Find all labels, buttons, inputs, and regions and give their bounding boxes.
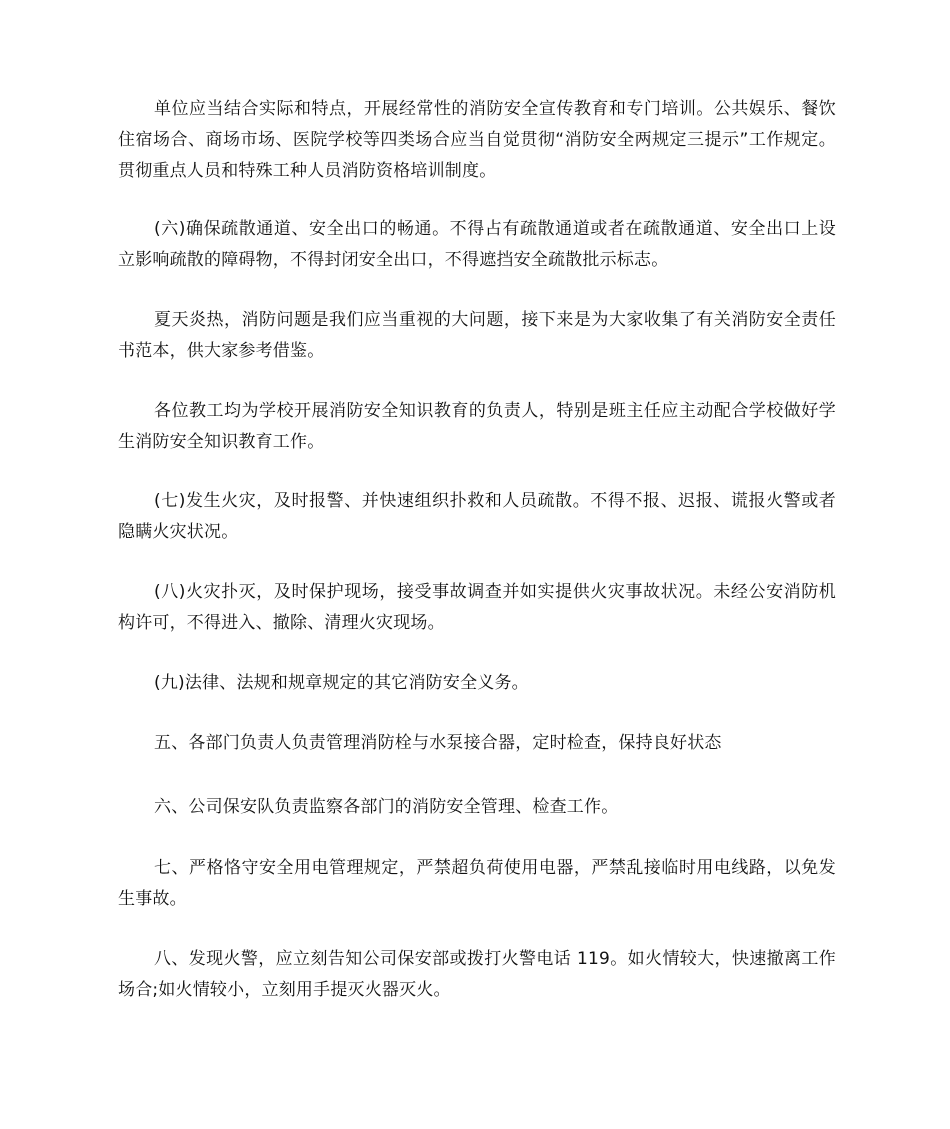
paragraph-teachers: 各位教工均为学校开展消防安全知识教育的负责人，特别是班主任应主动配合学校做好学生消防安全知识教育工作。 xyxy=(118,401,836,452)
paragraph-section-7: 七、严格恪守安全用电管理规定，严禁超负荷使用电器，严禁乱接临时用电线路，以免发生事故。 xyxy=(118,858,836,909)
paragraph-section-6: 六、公司保安队负责监察各部门的消防安全管理、检查工作。 xyxy=(154,797,619,817)
paragraph-training: 单位应当结合实际和特点，开展经常性的消防安全宣传教育和专门培训。公共娱乐、餐饮住宿场合、商场市场、医院学校等四类场合应当自觉贯彻“消防安全两规定三提示”工作规定。贯彻重点人员和特殊工种人员消防资格培训制度。 xyxy=(118,99,836,181)
paragraph-item-9: (九)法律、法规和规章规定的其它消防安全义务。 xyxy=(154,673,529,693)
paragraph-item-8: (八)火灾扑灭，及时保护现场，接受事故调查并如实提供火灾事故状况。未经公安消防机构许可，不得进入、撤除、清理火灾现场。 xyxy=(118,582,836,633)
paragraph-item-7: (七)发生火灾，及时报警、并快速组织扑救和人员疏散。不得不报、迟报、谎报火警或者隐瞒火灾状况。 xyxy=(118,491,836,542)
paragraph-summer-intro: 夏天炎热，消防问题是我们应当重视的大问题，接下来是为大家收集了有关消防安全责任书范本，供大家参考借鉴。 xyxy=(118,310,836,361)
paragraph-section-8: 八、发现火警，应立刻告知公司保安部或拨打火警电话 119。如火情较大，快速撤离工作场合;如火情较小，立刻用手提灭火器灭火。 xyxy=(118,949,836,1000)
paragraph-item-6: (六)确保疏散通道、安全出口的畅通。不得占有疏散通道或者在疏散通道、安全出口上设立影响疏散的障碍物，不得封闭安全出口，不得遮挡安全疏散批示标志。 xyxy=(118,219,836,270)
paragraph-section-5: 五、各部门负责人负责管理消防栓与水泵接合器，定时检查，保持良好状态 xyxy=(154,733,722,753)
